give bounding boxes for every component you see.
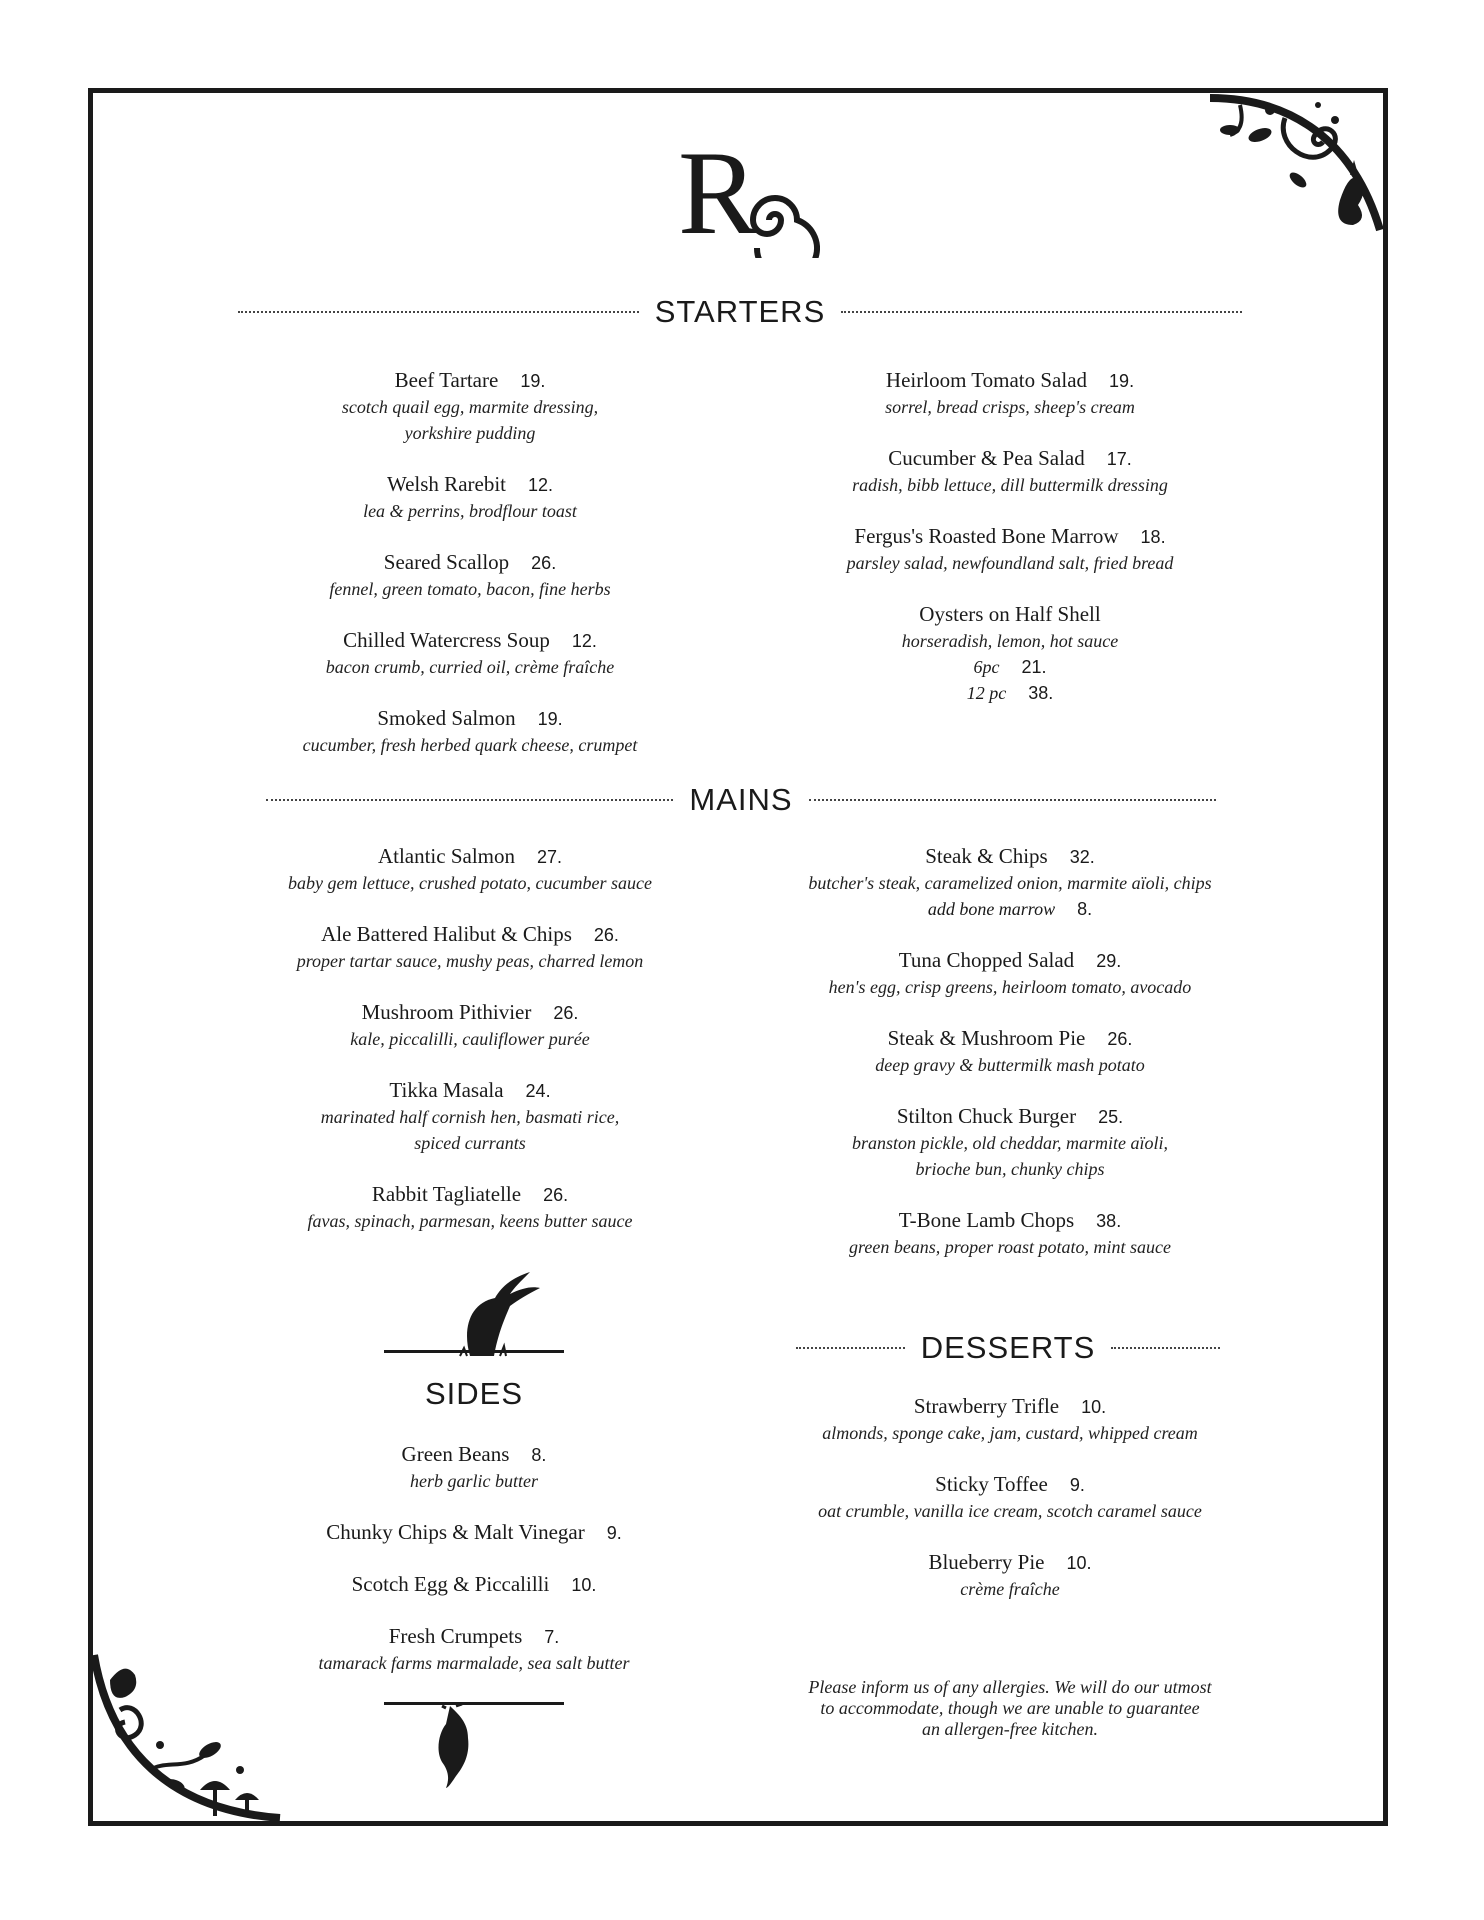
option-price: 21. xyxy=(1021,657,1047,677)
item-price: 19. xyxy=(520,371,546,391)
dotted-rule xyxy=(841,311,1242,313)
menu-item xyxy=(780,366,1240,420)
item-price: 29. xyxy=(1096,951,1122,971)
menu-item xyxy=(240,842,700,896)
dotted-rule xyxy=(238,311,639,313)
item-description: kale, piccalilli, cauliflower purée xyxy=(350,1029,590,1049)
corner-vine-ornament-bottom xyxy=(90,1650,290,1824)
item-description: proper tartar sauce, mushy peas, charred lemon xyxy=(296,951,644,971)
section-title-starters: STARTERS xyxy=(654,294,826,329)
item-name: Mushroom Pithivier xyxy=(361,1000,532,1024)
notice-line: an allergen-free kitchen. xyxy=(921,1719,1099,1739)
item-price: 38. xyxy=(1096,1211,1122,1231)
starters-left-column xyxy=(240,366,700,758)
item-name: Stilton Chuck Burger xyxy=(896,1104,1077,1128)
corner-vine-ornament xyxy=(1200,90,1386,240)
item-price: 12. xyxy=(571,631,597,651)
item-description: parsley salad, newfoundland salt, fried bread xyxy=(846,553,1174,573)
menu-item xyxy=(240,366,700,446)
item-description: crème fraîche xyxy=(960,1579,1060,1599)
item-price: 8. xyxy=(531,1445,547,1465)
item-name: Tuna Chopped Salad xyxy=(898,948,1075,972)
dotted-rule xyxy=(809,799,1216,801)
option-label: 12 pc xyxy=(966,683,1007,703)
desserts-heading xyxy=(796,1330,1220,1366)
item-name: Chunky Chips & Malt Vinegar xyxy=(326,1520,585,1544)
menu-item xyxy=(780,600,1240,706)
item-price: 9. xyxy=(1069,1475,1085,1495)
item-price: 19. xyxy=(537,709,563,729)
item-name: Tikka Masala xyxy=(389,1078,504,1102)
item-description: oat crumble, vanilla ice cream, scotch caramel sauce xyxy=(818,1501,1202,1521)
item-name: Steak & Chips xyxy=(925,844,1048,868)
item-description: spiced currants xyxy=(414,1133,526,1153)
item-name: Beef Tartare xyxy=(394,368,499,392)
menu-item xyxy=(240,1180,700,1234)
starters-right-column xyxy=(780,366,1240,706)
item-name: Scotch Egg & Piccalilli xyxy=(351,1572,550,1596)
item-price: 18. xyxy=(1140,527,1166,547)
notice-line: to accommodate, though we are unable to guarantee xyxy=(820,1698,1200,1718)
item-option xyxy=(780,654,1240,680)
item-description: fennel, green tomato, bacon, fine herbs xyxy=(329,579,611,599)
menu-item xyxy=(240,1440,708,1494)
item-description: baby gem lettuce, crushed potato, cucumber sauce xyxy=(288,873,652,893)
item-description: cucumber, fresh herbed quark cheese, crumpet xyxy=(302,735,638,755)
section-title-sides: SIDES xyxy=(424,1376,524,1411)
item-name: Atlantic Salmon xyxy=(377,844,516,868)
item-description: marinated half cornish hen, basmati rice, xyxy=(320,1107,620,1127)
item-price: 26. xyxy=(553,1003,579,1023)
item-name: Green Beans xyxy=(401,1442,510,1466)
menu-item xyxy=(240,626,700,680)
item-description: tamarack farms marmalade, sea salt butter xyxy=(318,1653,630,1673)
starters-heading xyxy=(238,294,1242,330)
item-description: hen's egg, crisp greens, heirloom tomato, avocado xyxy=(828,977,1192,997)
menu-item xyxy=(240,998,700,1052)
menu-item xyxy=(240,1622,708,1676)
menu-item xyxy=(770,1470,1250,1524)
item-name: Steak & Mushroom Pie xyxy=(887,1026,1086,1050)
menu-item xyxy=(240,704,700,758)
item-price: 26. xyxy=(543,1185,569,1205)
item-price: 10. xyxy=(571,1575,597,1595)
item-description: brioche bun, chunky chips xyxy=(915,1159,1105,1179)
item-name: Welsh Rarebit xyxy=(386,472,506,496)
menu-item xyxy=(780,444,1240,498)
rabbit-illustration xyxy=(440,1268,550,1360)
allergy-notice xyxy=(770,1677,1250,1740)
item-name: Sticky Toffee xyxy=(935,1472,1048,1496)
notice-line: Please inform us of any allergies. We will do our utmost xyxy=(808,1677,1212,1697)
item-option xyxy=(780,680,1240,706)
menu-item xyxy=(240,470,700,524)
item-name: Cucumber & Pea Salad xyxy=(888,446,1085,470)
item-description: sorrel, bread crisps, sheep's cream xyxy=(885,397,1135,417)
sides-column xyxy=(240,1440,708,1676)
menu-item xyxy=(780,1206,1240,1260)
restaurant-logo xyxy=(660,128,820,258)
mains-left-column xyxy=(240,842,700,1234)
item-description: almonds, sponge cake, jam, custard, whipped cream xyxy=(822,1423,1198,1443)
divider-line xyxy=(384,1350,564,1353)
item-description: radish, bibb lettuce, dill buttermilk dressing xyxy=(852,475,1168,495)
item-name: Rabbit Tagliatelle xyxy=(371,1182,522,1206)
menu-item xyxy=(780,522,1240,576)
item-price: 10. xyxy=(1081,1397,1107,1417)
hanging-rabbit-illustration xyxy=(428,1704,488,1790)
menu-item xyxy=(770,1548,1250,1602)
item-name: Smoked Salmon xyxy=(377,706,516,730)
item-price: 26. xyxy=(593,925,619,945)
option-label: add bone marrow xyxy=(927,899,1056,919)
option-price: 38. xyxy=(1028,683,1054,703)
item-price: 12. xyxy=(528,475,554,495)
item-price: 19. xyxy=(1109,371,1135,391)
menu-item xyxy=(780,1102,1240,1182)
item-description: herb garlic butter xyxy=(410,1471,538,1491)
item-name: Heirloom Tomato Salad xyxy=(885,368,1088,392)
item-description: deep gravy & buttermilk mash potato xyxy=(875,1055,1145,1075)
item-description: green beans, proper roast potato, mint sauce xyxy=(849,1237,1171,1257)
logo-letter: R xyxy=(678,128,759,258)
option-label: 6pc xyxy=(973,657,1000,677)
item-option xyxy=(780,896,1240,922)
section-title-mains: MAINS xyxy=(689,782,793,817)
item-description: horseradish, lemon, hot sauce xyxy=(901,631,1119,651)
dotted-rule xyxy=(1111,1347,1220,1349)
item-name: Fergus's Roasted Bone Marrow xyxy=(854,524,1119,548)
menu-item xyxy=(780,1024,1240,1078)
menu-item xyxy=(780,946,1240,1000)
item-price: 9. xyxy=(606,1523,622,1543)
item-description: bacon crumb, curried oil, crème fraîche xyxy=(325,657,615,677)
item-price: 24. xyxy=(525,1081,551,1101)
menu-item xyxy=(240,1570,708,1598)
dotted-rule xyxy=(266,799,673,801)
item-description: branston pickle, old cheddar, marmite aïoli, xyxy=(852,1133,1168,1153)
item-name: Strawberry Trifle xyxy=(913,1394,1060,1418)
item-description: butcher's steak, caramelized onion, marmite aïoli, chips xyxy=(808,873,1212,893)
section-title-desserts: DESSERTS xyxy=(920,1330,1096,1365)
item-price: 10. xyxy=(1066,1553,1092,1573)
menu-item xyxy=(240,920,700,974)
item-description: yorkshire pudding xyxy=(404,423,536,443)
item-name: Fresh Crumpets xyxy=(388,1624,523,1648)
item-price: 17. xyxy=(1106,449,1132,469)
item-name: Oysters on Half Shell xyxy=(919,602,1101,626)
item-description: lea & perrins, brodflour toast xyxy=(363,501,577,521)
menu-item xyxy=(770,1392,1250,1446)
item-price: 7. xyxy=(544,1627,560,1647)
item-price: 27. xyxy=(537,847,563,867)
menu-item xyxy=(240,1076,700,1156)
menu-item xyxy=(240,1518,708,1546)
item-description: favas, spinach, parmesan, keens butter sauce xyxy=(307,1211,633,1231)
menu-item xyxy=(780,842,1240,922)
item-price: 26. xyxy=(1107,1029,1133,1049)
mains-right-column xyxy=(780,842,1240,1260)
option-price: 8. xyxy=(1077,899,1093,919)
item-description: scotch quail egg, marmite dressing, xyxy=(341,397,599,417)
item-price: 32. xyxy=(1069,847,1095,867)
desserts-column xyxy=(770,1392,1250,1602)
item-name: Blueberry Pie xyxy=(928,1550,1045,1574)
dotted-rule xyxy=(796,1347,905,1349)
item-name: Ale Battered Halibut & Chips xyxy=(321,922,572,946)
menu-item xyxy=(240,548,700,602)
item-price: 25. xyxy=(1098,1107,1124,1127)
item-name: Seared Scallop xyxy=(383,550,510,574)
mains-heading xyxy=(266,782,1216,818)
item-price: 26. xyxy=(531,553,557,573)
item-name: T-Bone Lamb Chops xyxy=(898,1208,1075,1232)
item-name: Chilled Watercress Soup xyxy=(343,628,550,652)
